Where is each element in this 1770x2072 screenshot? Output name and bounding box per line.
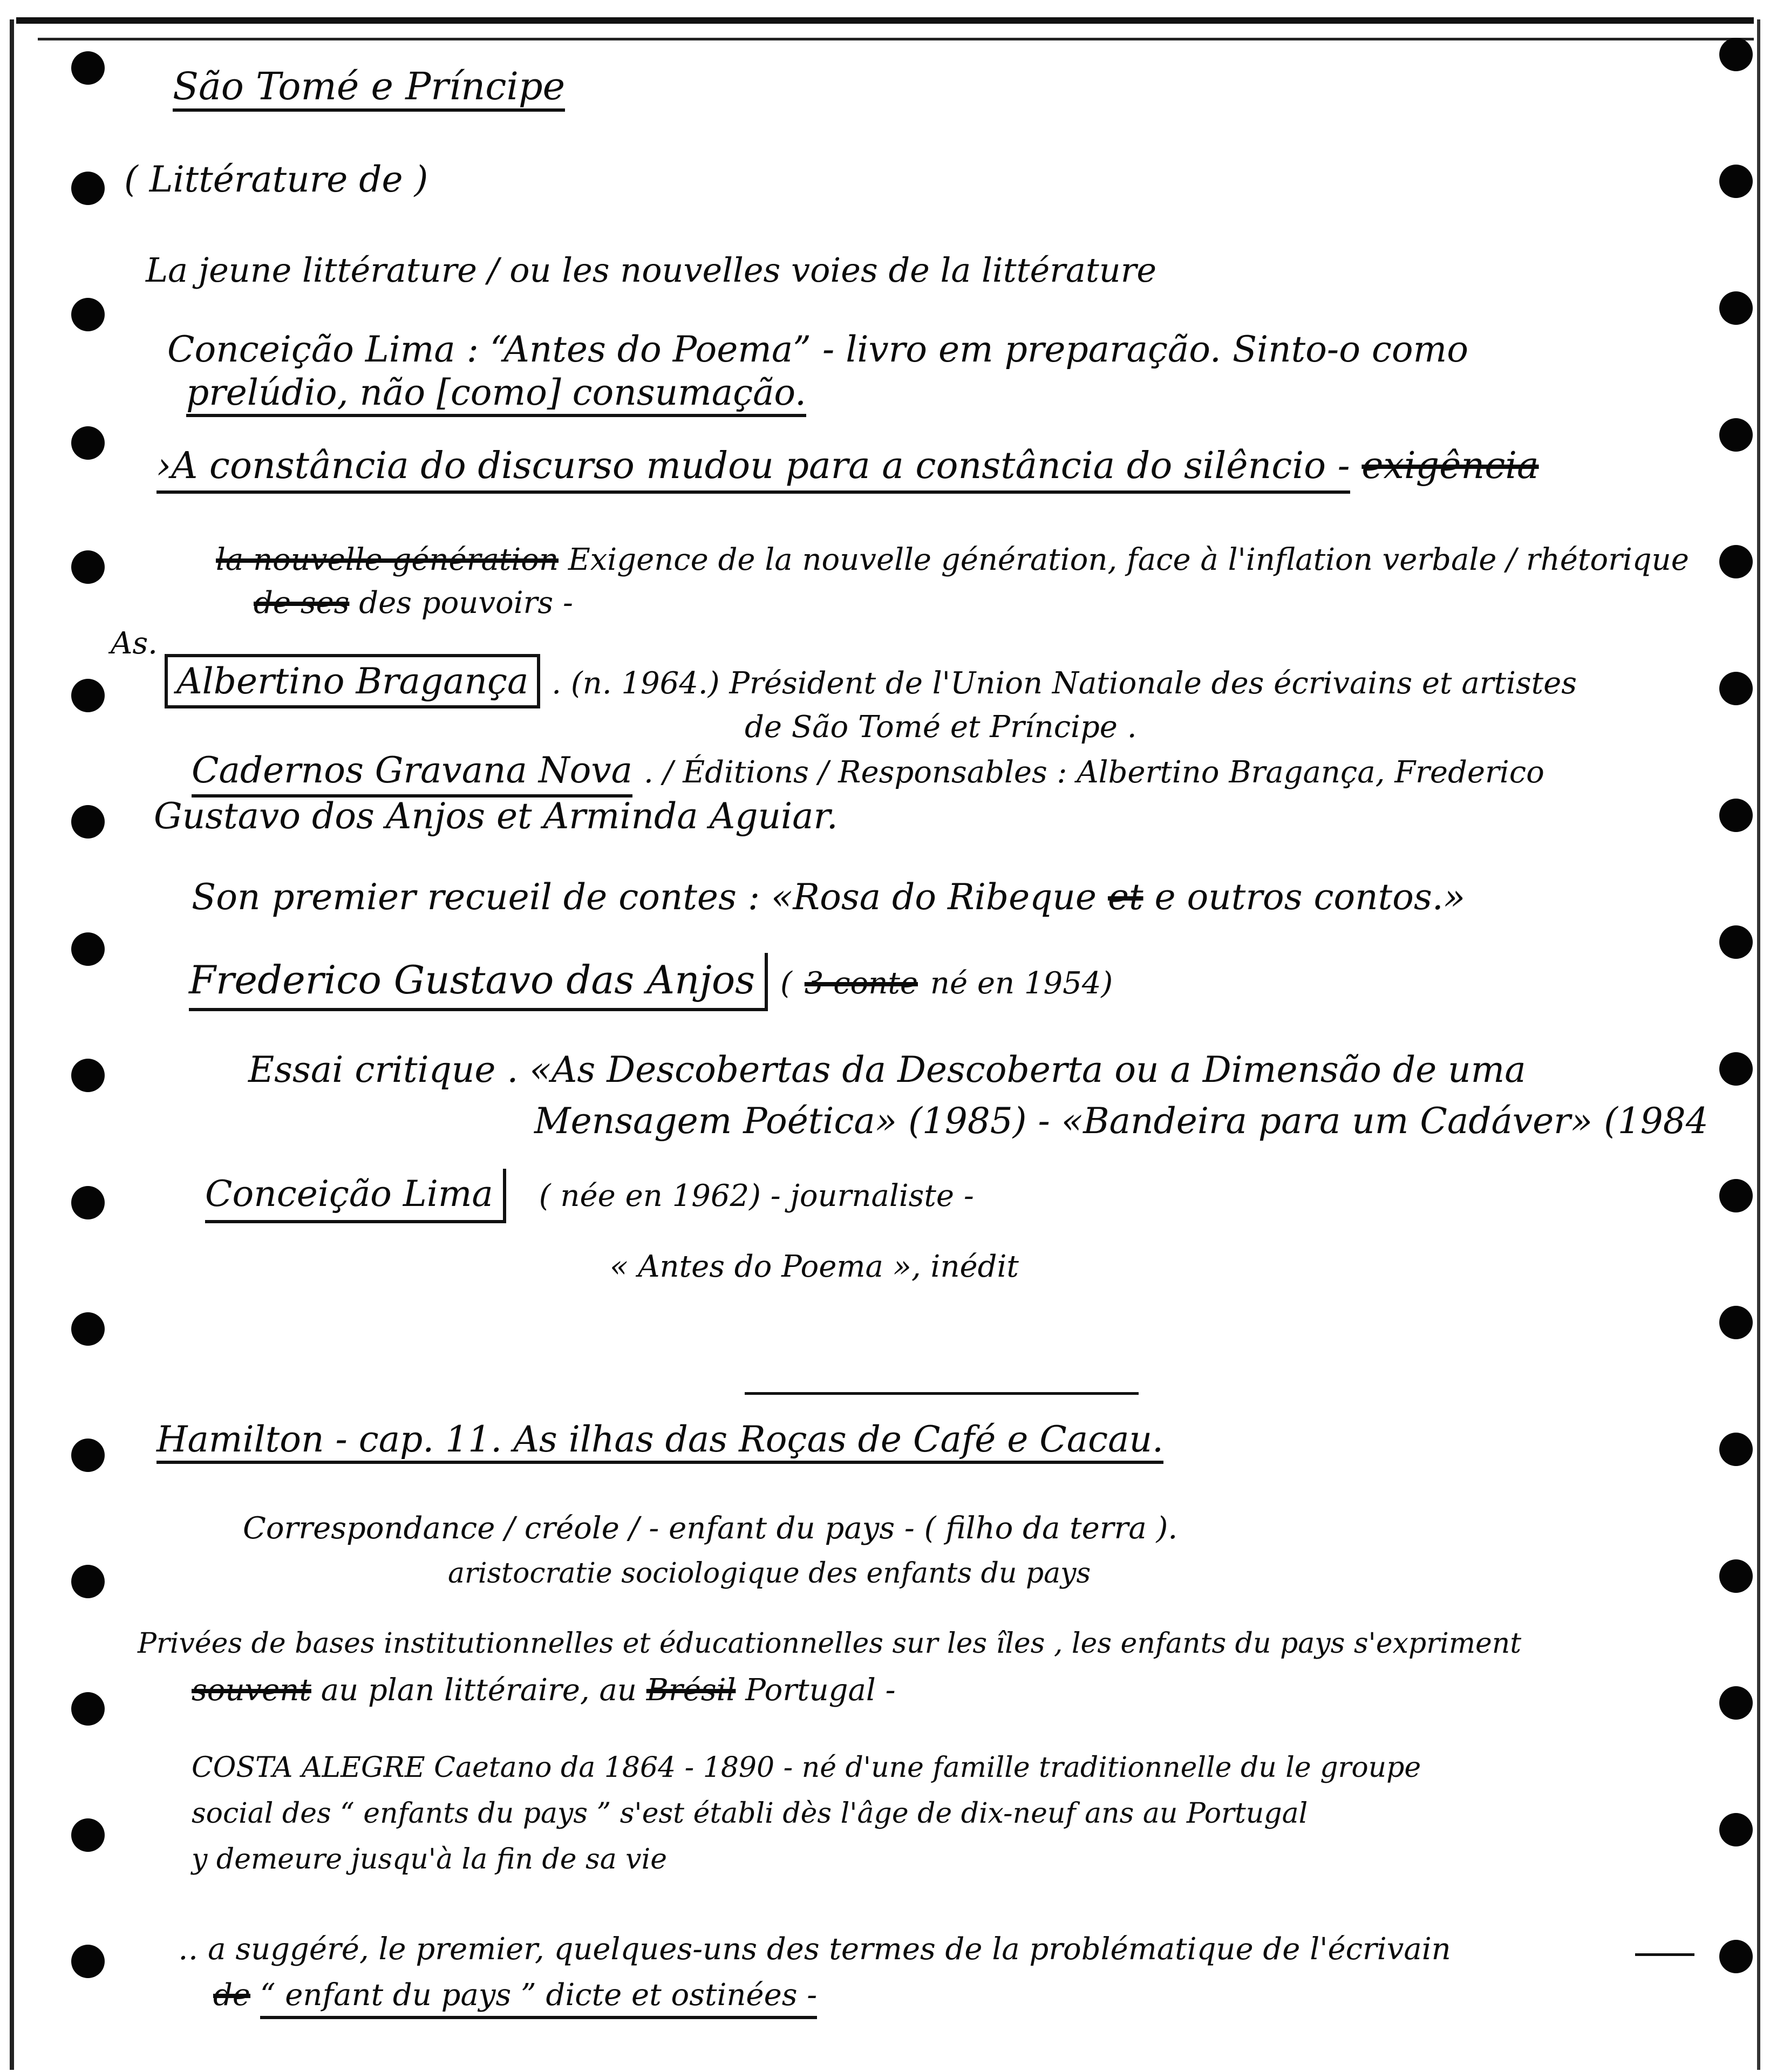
punch-hole-icon xyxy=(1719,1433,1753,1466)
punch-hole-icon xyxy=(71,1186,105,1219)
note-line: de São Tomé et Príncipe . xyxy=(745,710,1137,745)
struck-text: de xyxy=(213,1978,250,2013)
punch-hole-icon xyxy=(1719,925,1753,959)
name-box-conceicao: Conceição Lima xyxy=(205,1169,506,1223)
punch-hole-icon xyxy=(71,550,105,584)
punch-hole-icon xyxy=(71,1059,105,1092)
publication-title: Cadernos Gravana Nova xyxy=(192,749,632,798)
punch-hole-icon xyxy=(1719,672,1753,705)
punch-hole-icon xyxy=(71,1945,105,1978)
note-line: Privées de bases institutionnelles et éducationnelles sur les îles , les enfants du pays s'expriment xyxy=(138,1627,1522,1660)
punch-hole-icon xyxy=(1719,165,1753,198)
note-line: Gustavo dos Anjos et Arminda Aguiar. xyxy=(154,795,838,837)
note-line xyxy=(254,585,573,621)
note-line xyxy=(156,445,1539,487)
punch-hole-icon xyxy=(1719,1813,1753,1846)
note-text: au plan littéraire, au xyxy=(321,1673,637,1708)
section-heading: Hamilton - cap. 11. As ilhas das Roças de Café e Cacau. xyxy=(156,1422,1163,1464)
note-text: Portugal - xyxy=(745,1673,896,1708)
punch-hole-icon xyxy=(71,426,105,460)
note-line xyxy=(192,749,1544,791)
note-line xyxy=(216,542,1689,577)
note-line: La jeune littérature / ou les nouvelles voies de la littérature xyxy=(146,250,1157,290)
margin-note: As. xyxy=(111,626,158,661)
note-text: né en 1954) xyxy=(930,966,1113,1001)
punch-hole-icon xyxy=(1719,799,1753,832)
trailing-dash xyxy=(1635,1953,1694,1956)
punch-hole-icon xyxy=(1719,545,1753,578)
note-line xyxy=(189,957,1113,1003)
note-text: . / Éditions / Responsables : Albertino Bragança, Frederico xyxy=(644,755,1544,790)
note-text: ( née en 1962) - journaliste - xyxy=(539,1178,974,1214)
note-line: « Antes do Poema », inédit xyxy=(610,1249,1019,1284)
punch-hole-icon xyxy=(1719,1306,1753,1339)
struck-text: Brésil xyxy=(646,1673,736,1708)
struck-text: de ses xyxy=(254,585,350,621)
note-quote: ›A constância do discurso mudou para a constância do silêncio - xyxy=(156,445,1350,494)
punch-hole-icon xyxy=(1719,1940,1753,1973)
note-text: Son premier recueil de contes : «Rosa do Ribeque xyxy=(192,876,1097,918)
punch-hole-icon xyxy=(71,172,105,205)
note-line: y demeure jusqu'à la fin de sa vie xyxy=(192,1843,668,1876)
punch-hole-icon xyxy=(71,298,105,331)
punch-hole-icon xyxy=(71,1818,105,1852)
punch-hole-icon xyxy=(1719,1559,1753,1593)
note-line: Correspondance / créole / - enfant du pays - ( filho da terra ). xyxy=(243,1511,1178,1546)
note-line: Essai critique . «As Descobertas da Descoberta ou a Dimensão de uma xyxy=(248,1049,1526,1090)
note-line: Mensagem Poética» (1985) - «Bandeira para um Cadáver» (1984 xyxy=(534,1100,1708,1142)
page-right-edge xyxy=(1757,19,1760,2070)
note-text: e outros contos.» xyxy=(1154,876,1466,918)
punch-hole-icon xyxy=(71,679,105,712)
note-text: des pouvoirs - xyxy=(359,585,573,621)
struck-text: 3 conte xyxy=(804,966,918,1001)
punch-hole-icon xyxy=(1719,418,1753,452)
punch-hole-icon xyxy=(71,1439,105,1472)
struck-text: souvent xyxy=(192,1673,311,1708)
punch-hole-icon xyxy=(1719,1179,1753,1212)
note-line xyxy=(192,1675,896,1706)
page-top-rule xyxy=(38,38,1754,40)
note-line xyxy=(213,1978,818,2013)
name-box-frederico: Frederico Gustavo das Anjos xyxy=(189,953,768,1011)
note-text: ( xyxy=(780,966,792,1001)
struck-text: la nouvelle génération xyxy=(216,542,559,577)
note-line: aristocratie sociologique des enfants du pays xyxy=(448,1557,1091,1590)
punch-hole-icon xyxy=(1719,291,1753,325)
punch-hole-icon xyxy=(1719,1686,1753,1720)
struck-text: et xyxy=(1107,876,1143,918)
section-divider xyxy=(745,1392,1139,1395)
note-line: Conceição Lima : “Antes do Poema” - livro em preparação. Sinto-o como xyxy=(167,329,1468,370)
note-line: prelúdio, não [como] consumação. xyxy=(186,375,806,417)
note-text: Exigence de la nouvelle génération, face à l'inflation verbale / rhétorique xyxy=(568,542,1689,577)
note-text: . (n. 1964.) Président de l'Union Nationale des écrivains et artistes xyxy=(552,666,1577,701)
punch-hole-icon xyxy=(71,1692,105,1726)
note-line: social des “ enfants du pays ” s'est établi dès l'âge de dix-neuf ans au Portugal xyxy=(192,1797,1308,1830)
page-left-edge xyxy=(10,19,14,2070)
punch-hole-icon xyxy=(71,51,105,85)
note-line xyxy=(205,1173,974,1215)
punch-hole-icon xyxy=(71,805,105,839)
page-top-edge xyxy=(16,17,1754,24)
note-line xyxy=(165,660,1577,702)
name-box-albertino: Albertino Bragança xyxy=(165,654,540,708)
note-line: ( Littérature de ) xyxy=(124,159,428,200)
punch-hole-icon xyxy=(1719,38,1753,71)
punch-hole-icon xyxy=(71,932,105,966)
note-line: COSTA ALEGRE Caetano da 1864 - 1890 - né d'une famille traditionnelle du le groupe xyxy=(192,1751,1421,1784)
struck-text: exigência xyxy=(1361,445,1539,487)
note-line xyxy=(192,876,1466,918)
punch-hole-icon xyxy=(71,1565,105,1598)
punch-hole-icon xyxy=(71,1312,105,1346)
page-title: São Tomé e Príncipe xyxy=(173,67,565,112)
note-text: “ enfant du pays ” dicte et ostinées - xyxy=(260,1978,817,2019)
note-line: ‥ a suggéré, le premier, quelques-uns des termes de la problématique de l'écrivain xyxy=(178,1932,1451,1967)
punch-hole-icon xyxy=(1719,1052,1753,1086)
